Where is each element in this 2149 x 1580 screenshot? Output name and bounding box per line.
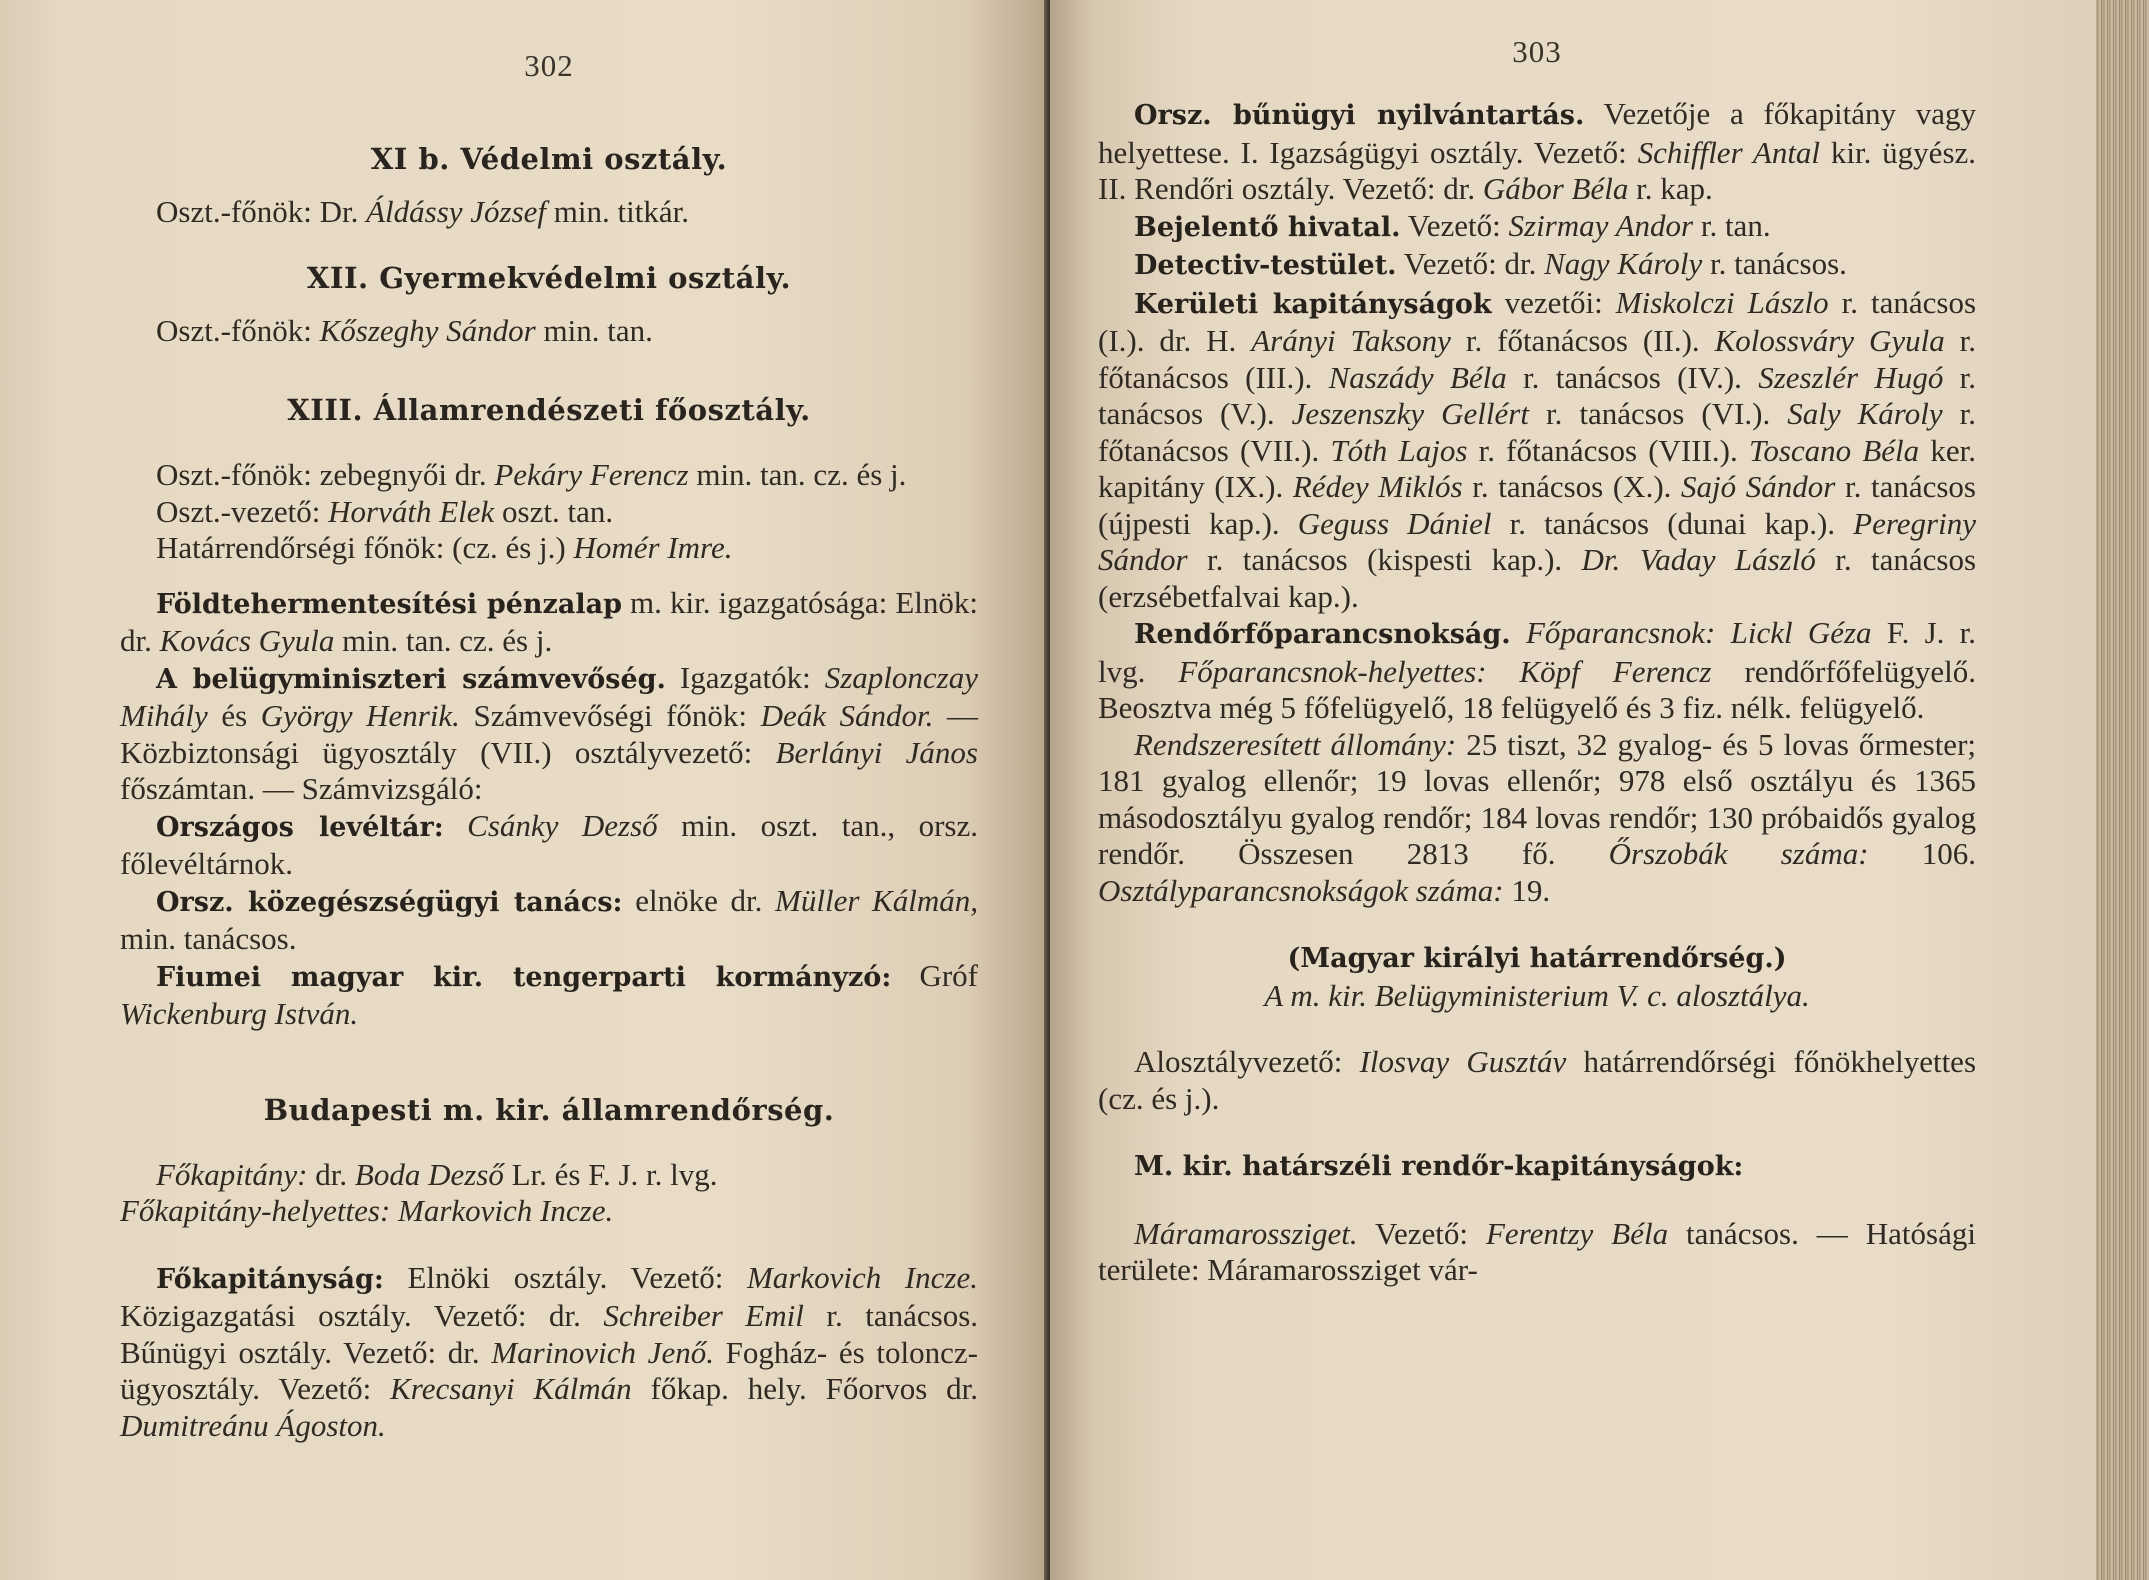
paragraph: Alosztályvezető: Ilosvay Gusztáv határrendőrségi főnökhelyettes (cz. és j.). <box>1098 1044 1977 1116</box>
paragraph: Főkapitányság: Elnöki osztály. Vezető: Markovich Incze. Közigazgatási osztály. Vezető: dr. Schreiber Emil r. tanácsos. Bűnügyi osztály. Vezető: dr. Marinovich Jenő. Fogház- és toloncz-ügyosztály. Vezető: Krecsanyi Kálmán főkap. hely. Főorvos dr. Dumitreánu Ágoston. <box>120 1259 979 1443</box>
page-number-left: 302 <box>524 48 574 83</box>
paragraph: Oszt.-főnök: Kőszeghy Sándor min. tan. <box>156 312 653 348</box>
page-number-right: 303 <box>1512 34 1562 69</box>
paragraph: A belügyminiszteri számvevőség. Igazgatók: Szaplonczay Mihály és György Henrik. Számvevőségi főnök: Deák Sándor. — Közbiztonsági ügyosztály (VII.) osztályvezető: Berlányi János főszámtan. — Számvizsgáló: <box>120 659 978 806</box>
heading-border-police: (Magyar királyi határrendőrség.) <box>1287 943 1787 974</box>
paragraph: Bejelentő hivatal. Vezető: Szirmay Andor r. tan. <box>1134 207 1771 243</box>
paragraph: Rendőrfőparancsnokság. Főparancsnok: Lickl Géza F. J. r. lvg. Főparancsnok-helyettes: Köpf Ferencz rendőrfőfelügyelő. Beosztva még 5 főfelügyelő, 18 felügyelő és 3 fiz. nélk. felügyelő. <box>1098 615 1977 725</box>
subheading: A m. kir. Belügyministerium V. c. alosztálya. <box>1264 977 1810 1013</box>
paragraph: Detectiv-testület. Vezető: dr. Nagy Károly r. tanácsos. <box>1134 246 1847 281</box>
paragraph: Főkapitány: dr. Boda Dezső Lr. és F. J. r. lvg. <box>156 1156 718 1192</box>
book-page-edges <box>2096 0 2149 1580</box>
paragraph: Kerületi kapitányságok vezetői: Miskolczi Lászlo r. tanácsos (I.). dr. H. Arányi Taksony r. főtanácsos (II.). Kolossváry Gyula r. főtanácsos (III.). Naszády Béla r. tanácsos (IV.). Szeszlér Hugó r. tanácsos (V.). Jeszenszky Gellért r. tanácsos (VI.). Saly Károly r. főtanácsos (VII.). Tóth Lajos r. főtanácsos (VIII.). Toscano Béla ker. kapitány (IX.). Rédey Miklós r. tanácsos (X.). Sajó Sándor r. tanácsos (újpesti kap.). Geguss Dániel r. tanácsos (dunai kap.). Peregriny Sándor r. tanácsos (kispesti kap.). Dr. Vaday László r. tanácsos (erzsébetfalvai kap.). <box>1098 284 1977 614</box>
heading-xii: XII. Gyermekvédelmi osztály. <box>306 260 792 295</box>
paragraph: Rendszeresített állomány: 25 tiszt, 32 gyalog- és 5 lovas őrmester; 181 gyalog ellenőr; 19 lovas ellenőr; 978 első osztályu és 1365 másodosztályu gyalog rendőr; 184 lovas rendőr; 130 próbaidős gyalog rendőr. Összesen 2813 fő. Őrszobák száma: 106. Osztályparancsnokságok száma: 19. <box>1098 726 1976 908</box>
paragraph: Orsz. közegészségügyi tanács: elnöke dr. Müller Kálmán, min. tanácsos. <box>120 882 978 956</box>
heading-xiii: XIII. Államrendészeti főosztály. <box>287 393 811 427</box>
paragraph: Máramarossziget. Vezető: Ferentzy Béla tanácsos. — Hatósági területe: Máramarossziget vár- <box>1098 1215 1976 1287</box>
left-page <box>0 0 1048 1580</box>
paragraph: Fiumei magyar kir. tengerparti kormányzó: Gróf Wickenburg István. <box>120 957 978 1031</box>
heading-budapest-police: Budapesti m. kir. államrendőrség. <box>263 1092 835 1127</box>
right-page <box>1050 0 2096 1580</box>
heading-xib: XI b. Védelmi osztály. <box>370 142 728 176</box>
paragraph: Oszt.-vezető: Horváth Elek oszt. tan. <box>156 493 614 529</box>
paragraph: Földtehermentesítési pénzalap m. kir. igazgatósága: Elnök: dr. Kovács Gyula min. tan. cz. és j. <box>120 584 978 658</box>
paragraph: Orsz. bűnügyi nyilvántartás. Vezetője a főkapitány vagy helyettese. I. Igazságügyi osztály. Vezető: Schiffler Antal kir. ügyész. II. Rendőri osztály. Vezető: dr. Gábor Béla r. kap. <box>1098 96 1977 206</box>
paragraph: Oszt.-főnök: Dr. Áldássy József min. titkár. <box>156 194 689 229</box>
paragraph: Oszt.-főnök: zebegnyői dr. Pekáry Ferencz min. tan. cz. és j. <box>156 457 907 492</box>
paragraph: Határrendőrségi főnök: (cz. és j.) Homér Imre. <box>156 530 733 565</box>
heading-border-captaincies: M. kir. határszéli rendőr-kapitányságok: <box>1134 1151 1744 1182</box>
paragraph: Országos levéltár: Csánky Dezső min. oszt. tan., orsz. főlevéltárnok. <box>120 807 978 881</box>
paragraph: Főkapitány-helyettes: Markovich Incze. <box>120 1193 614 1228</box>
